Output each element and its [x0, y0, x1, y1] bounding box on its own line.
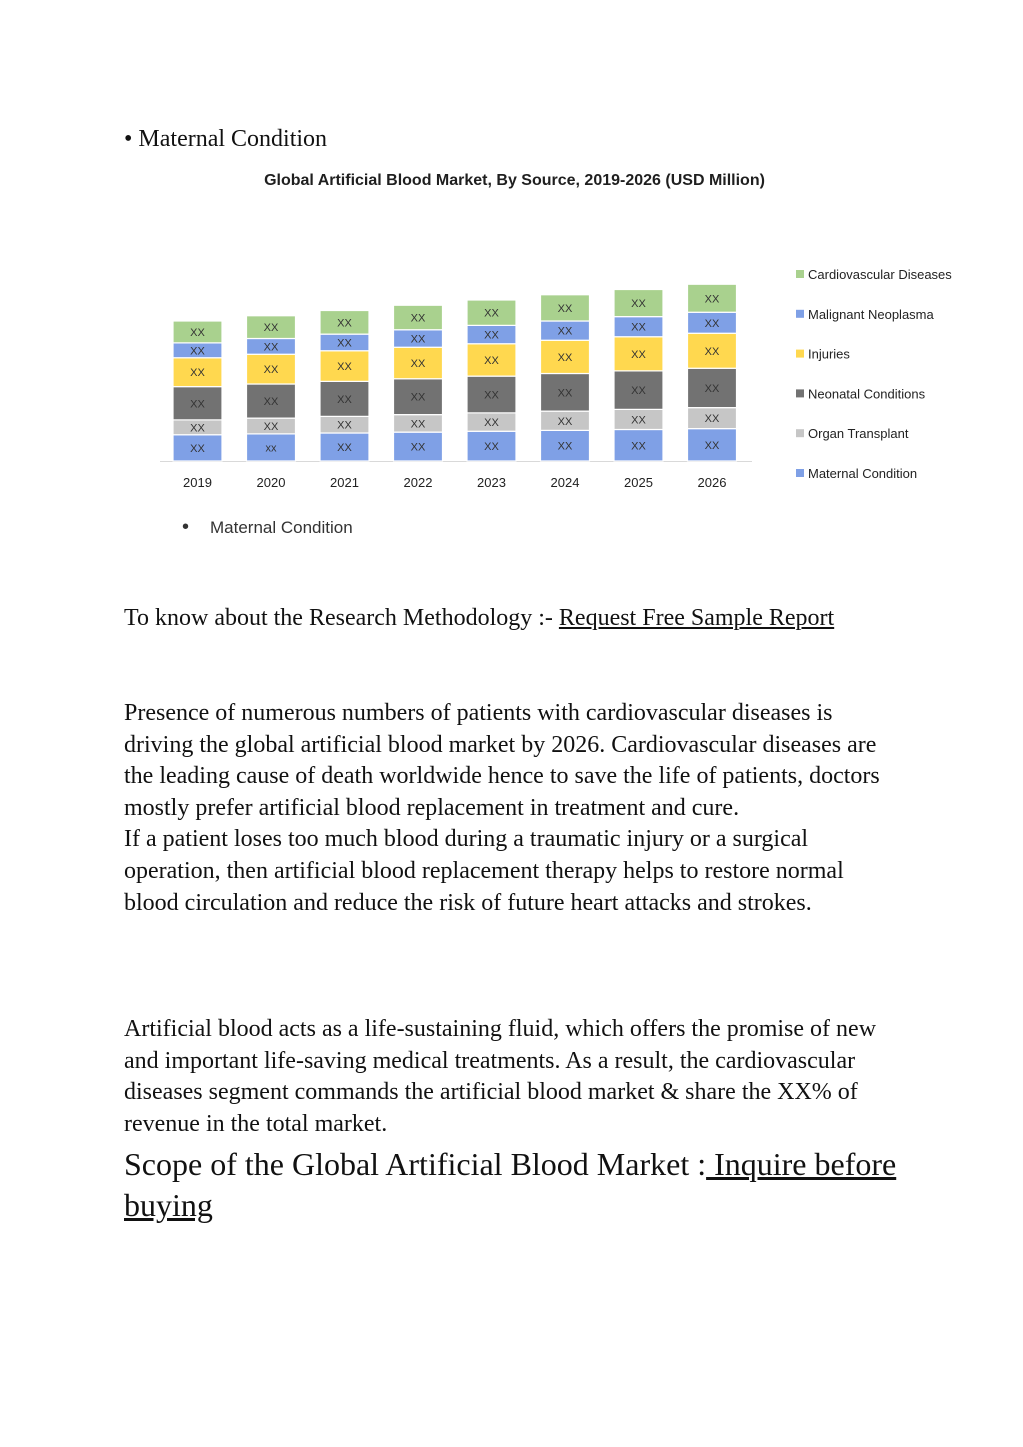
- data-label: XX: [631, 385, 646, 398]
- body-section-1: [124, 698, 904, 919]
- data-label: XX: [704, 345, 720, 358]
- data-label: XX: [631, 440, 646, 453]
- chart-title: Global Artificial Blood Market, By Source, 2019-2026 (USD Million): [264, 172, 765, 189]
- data-label: XX: [337, 442, 352, 454]
- data-label: XX: [190, 367, 205, 380]
- x-tick-label: 2023: [477, 475, 506, 490]
- data-label: XX: [704, 413, 720, 426]
- data-label: XX: [337, 361, 352, 374]
- data-label: XX: [337, 419, 352, 432]
- data-label: XX: [557, 440, 573, 453]
- data-label: XX: [631, 298, 646, 311]
- body-section-2: [124, 1014, 904, 1140]
- legend-swatch: [796, 350, 804, 358]
- data-label: XX: [410, 418, 426, 431]
- data-label: XX: [631, 321, 646, 334]
- data-label: XX: [484, 441, 499, 454]
- data-label: XX: [704, 293, 720, 306]
- data-label: XX: [263, 322, 279, 335]
- data-label: XX: [484, 307, 499, 320]
- top-bullet-text: • Maternal Condition: [124, 126, 328, 152]
- data-label: XX: [190, 326, 205, 339]
- data-label: XX: [190, 398, 205, 411]
- data-label: xx: [265, 442, 277, 455]
- x-tick-label: 2024: [550, 475, 580, 490]
- legend-entry: Malignant Neoplasma: [808, 306, 934, 322]
- legend-entry: Organ Transplant: [808, 426, 909, 442]
- legend-entry: Injuries: [808, 346, 850, 362]
- x-tick-label: 2021: [330, 475, 359, 490]
- data-label: XX: [557, 415, 573, 428]
- data-label: XX: [190, 422, 205, 435]
- data-label: XX: [631, 414, 646, 427]
- scope-text: Scope of the Global Artificial Blood Market :: [124, 1146, 707, 1182]
- data-label: XX: [631, 348, 646, 361]
- legend-entry: Neonatal Conditions: [808, 386, 926, 402]
- data-label: XX: [484, 354, 499, 367]
- data-label: XX: [557, 387, 573, 400]
- data-label: XX: [704, 439, 720, 452]
- data-label: XX: [557, 325, 573, 338]
- x-tick-label: 2020: [256, 475, 286, 490]
- data-label: XX: [263, 341, 279, 354]
- legend-swatch: [796, 310, 804, 318]
- methodology-line: [124, 603, 904, 635]
- legend-swatch: [796, 469, 804, 477]
- legend-swatch: [796, 389, 804, 397]
- data-label: XX: [190, 345, 205, 358]
- data-label: XX: [557, 302, 573, 315]
- data-label: XX: [263, 364, 279, 377]
- chart-caption: [182, 516, 353, 539]
- data-label: XX: [410, 441, 426, 454]
- data-label: XX: [337, 337, 352, 350]
- bullet-dot-icon: •: [182, 516, 190, 538]
- x-tick-label: 2019: [183, 475, 212, 490]
- data-label: XX: [410, 391, 426, 404]
- data-label: XX: [704, 317, 720, 330]
- data-label: XX: [263, 396, 279, 409]
- request-sample-link[interactable]: Request Free Sample Report: [558, 605, 835, 631]
- data-label: XX: [704, 382, 720, 395]
- x-tick-label: 2025: [624, 475, 653, 490]
- data-label: XX: [337, 317, 352, 330]
- legend-swatch: [796, 270, 804, 278]
- data-label: XX: [484, 329, 499, 342]
- data-label: XX: [557, 351, 573, 364]
- paragraph-2: If a patient loses too much blood during a traumatic injury or a surgical operation, then artificial blood replacement therapy helps to restore normal blood circulation and reduce the risk of future heart attacks and strokes.: [124, 826, 844, 916]
- data-label: XX: [410, 333, 426, 346]
- data-label: XX: [484, 417, 499, 430]
- data-label: XX: [410, 312, 426, 325]
- x-tick-label: 2026: [697, 475, 727, 490]
- paragraph-3: Artificial blood acts as a life-sustaining fluid, which offers the promise of new and important life-saving medical treatments. As a result, the cardiovascular diseases segment commands the artificial blood market & share the XX% of revenue in the total market.: [124, 1016, 877, 1137]
- inquire-link[interactable]: Inquire before buying: [124, 1146, 897, 1223]
- chart-caption-label: Maternal Condition: [210, 518, 353, 537]
- paragraph-1: Presence of numerous numbers of patients with cardiovascular diseases is driving the global artificial blood market by 2026. Cardiovascular diseases are the leading cause of death worldwide hence to save the life of patients, doctors mostly prefer artificial blood replacement in treatment and cure.: [124, 700, 880, 821]
- legend-entry: Cardiovascular Diseases: [808, 267, 952, 282]
- legend-entry: Maternal Condition: [808, 466, 918, 481]
- data-label: XX: [484, 389, 499, 402]
- data-label: XX: [337, 393, 352, 406]
- methodology-text: To know about the Research Methodology :-: [124, 605, 559, 631]
- scope-heading: [124, 1144, 914, 1226]
- data-label: XX: [190, 442, 205, 455]
- data-label: XX: [263, 421, 279, 433]
- legend-swatch: [796, 429, 804, 437]
- stacked-bar-chart: [0, 0, 1023, 560]
- x-tick-label: 2022: [403, 475, 433, 490]
- data-label: XX: [410, 358, 426, 370]
